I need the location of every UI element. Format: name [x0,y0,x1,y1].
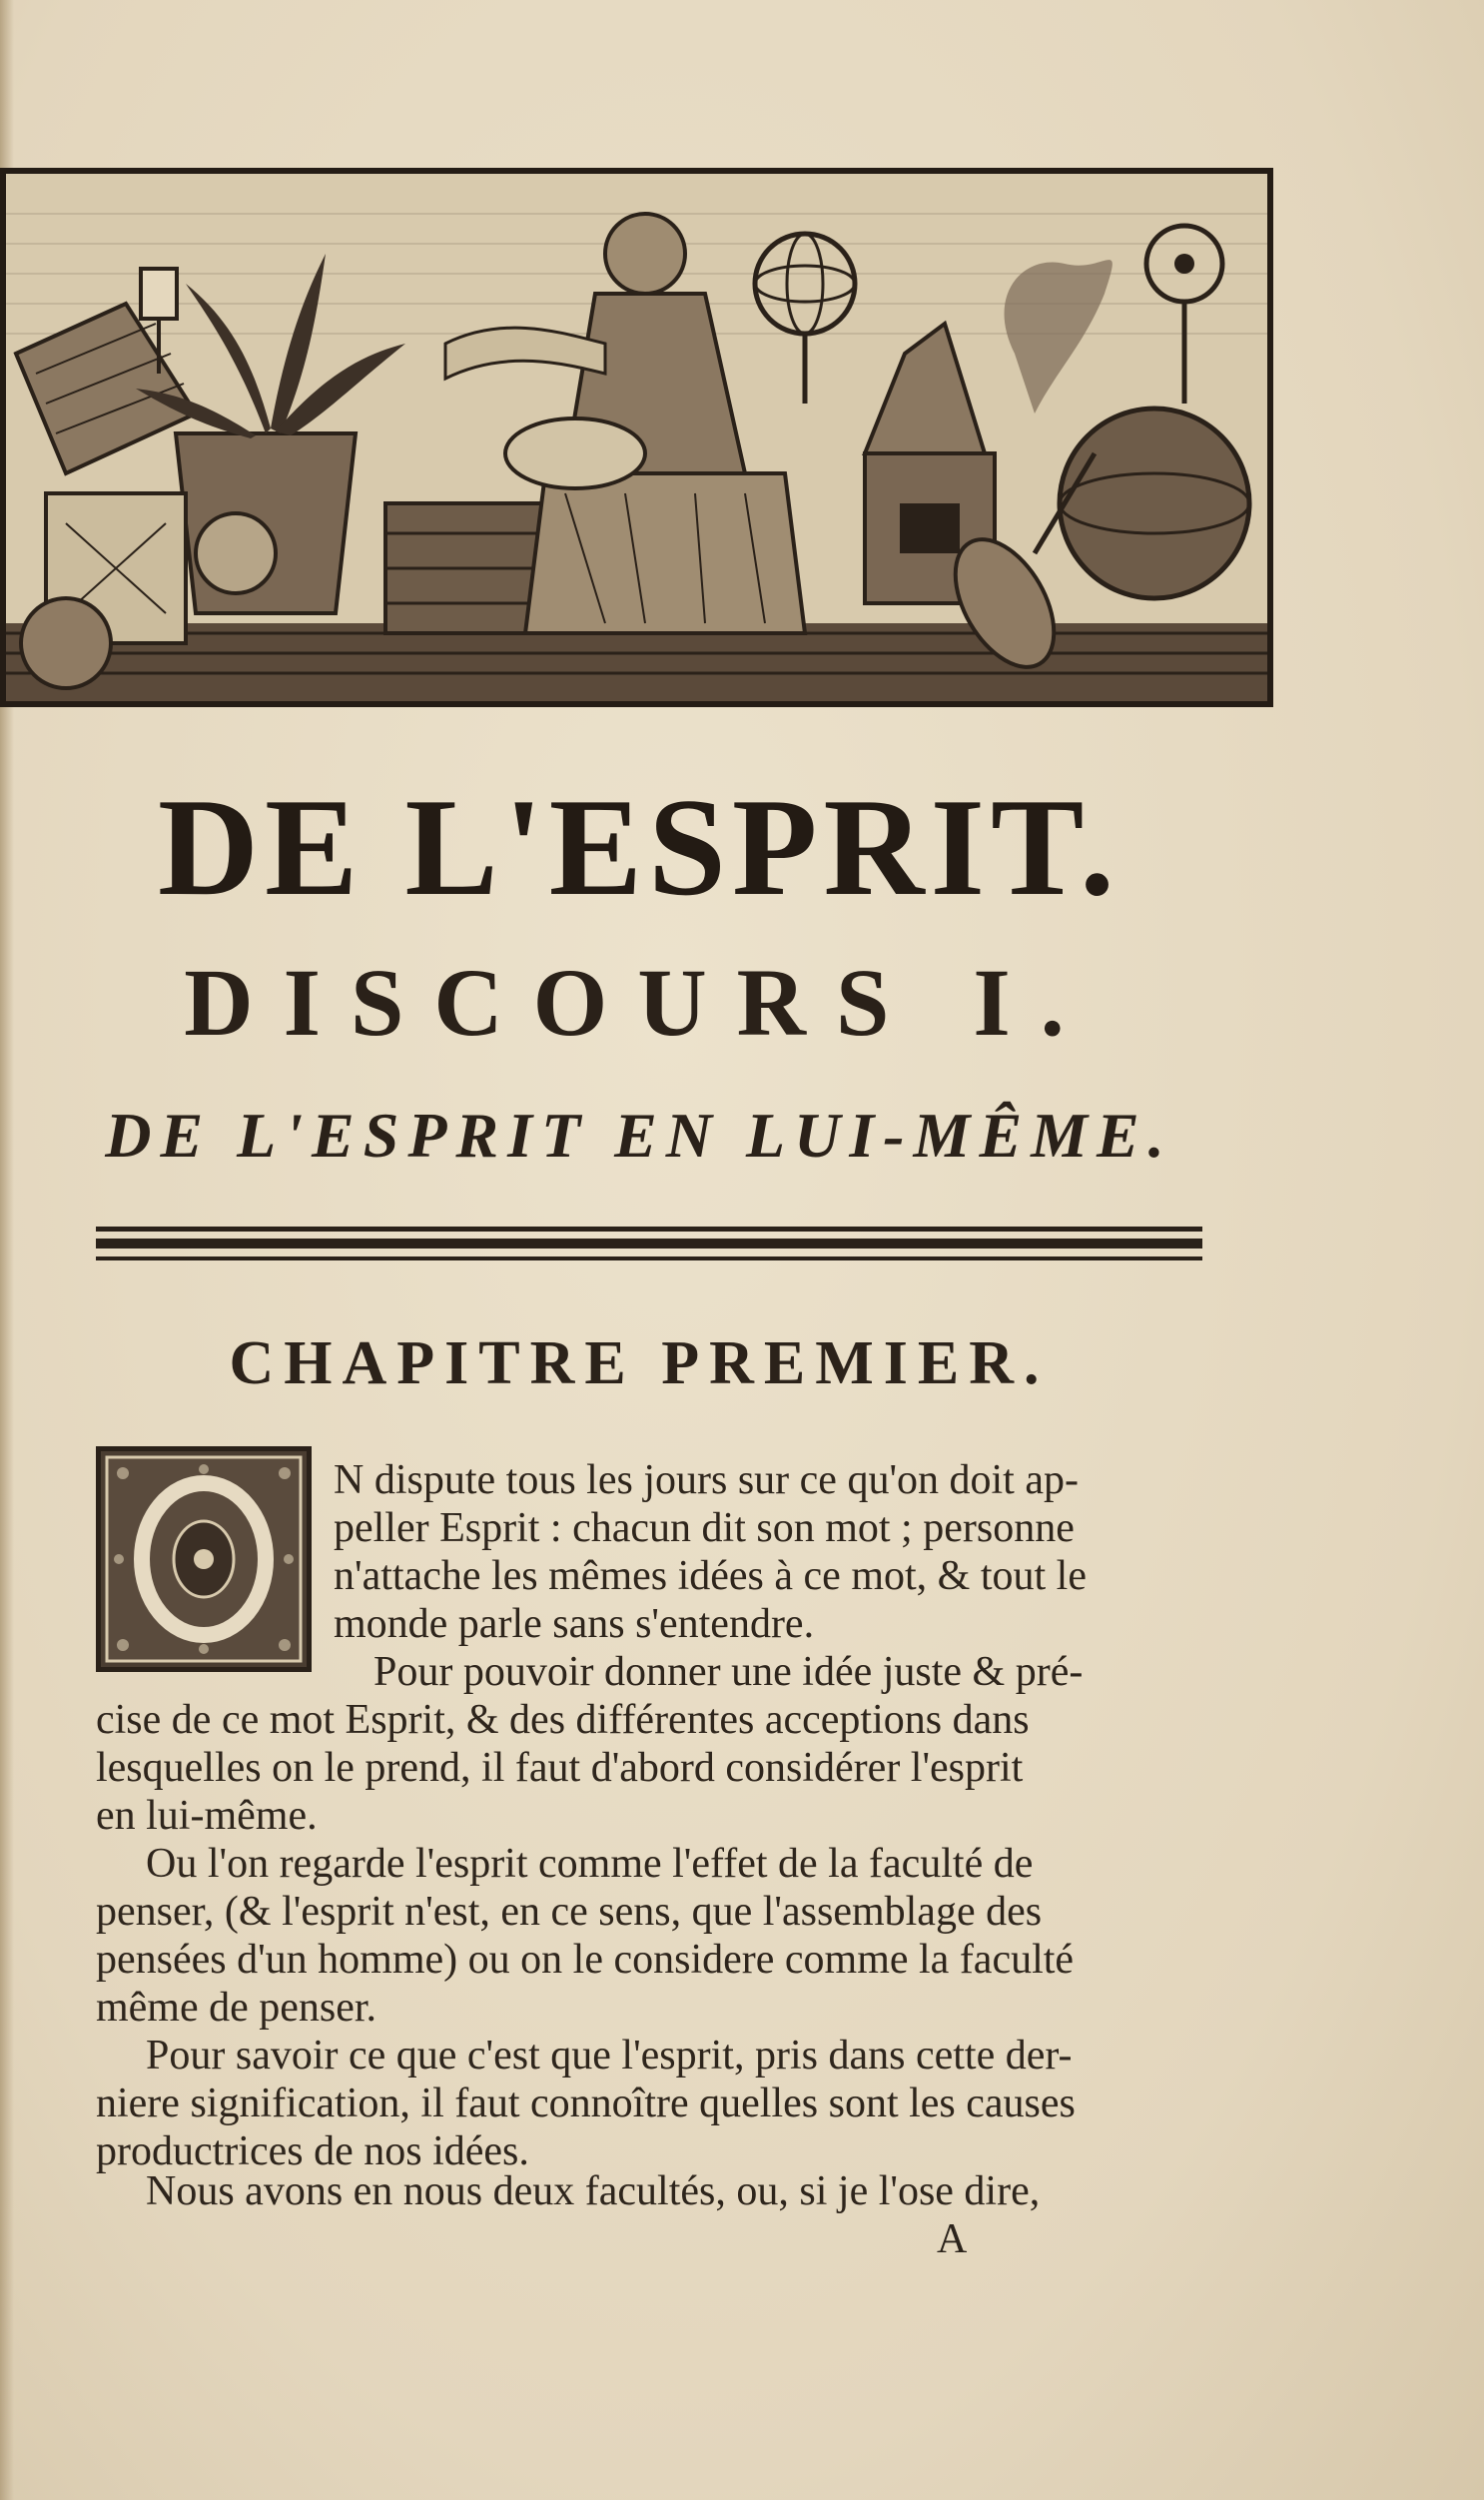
text-line-16: Nous avons en nous deux facultés, ou, si je l'ose dire, [146,2168,1041,2214]
ornamental-initial [96,1446,312,1672]
text-line-14: niere signification, il faut connoître quelles sont les causes [96,2081,1076,2126]
text-line-9: Ou l'on regarde l'esprit comme l'effet de la faculté de [146,1841,1034,1887]
text-line-5: Pour pouvoir donner une idée juste & pré- [373,1649,1084,1695]
text-line-3: n'attache les mêmes idées à ce mot, & tout le [334,1553,1087,1599]
rule-bottom [96,1256,1202,1260]
text-line-6: cise de ce mot Esprit, & des différentes acceptions dans [96,1697,1030,1743]
text-line-12: même de penser. [96,1985,377,2031]
chapter-heading: CHAPITRE PREMIER. [229,1329,1050,1397]
text-line-11: pensées d'un homme) ou on le considere comme la faculté [96,1937,1075,1983]
rule-middle [96,1239,1202,1249]
text-line-2: peller Esprit : chacun dit son mot ; personne [334,1505,1075,1551]
rule-top [96,1227,1202,1232]
text-line-10: penser, (& l'esprit n'est, en ce sens, que l'assemblage des [96,1889,1043,1935]
text-line-8: en lui-même. [96,1793,318,1839]
book-title: DE L'ESPRIT. [157,770,1121,925]
text-line-1: N dispute tous les jours sur ce qu'on doit ap- [334,1457,1079,1503]
signature-mark: A [937,2216,968,2262]
headpiece-engraving [0,168,1273,707]
text-line-4: monde parle sans s'entendre. [334,1601,815,1647]
text-line-15: productrices de nos idées. [96,2128,529,2174]
discourse-subtitle: DE L'ESPRIT EN LUI-MÊME. [105,1100,1173,1171]
text-line-13: Pour savoir ce que c'est que l'esprit, pris dans cette der- [146,2033,1073,2079]
text-line-7: lesquelles on le prend, il faut d'abord considérer l'esprit [96,1745,1024,1791]
discourse-heading: DISCOURS I. [184,949,1095,1056]
